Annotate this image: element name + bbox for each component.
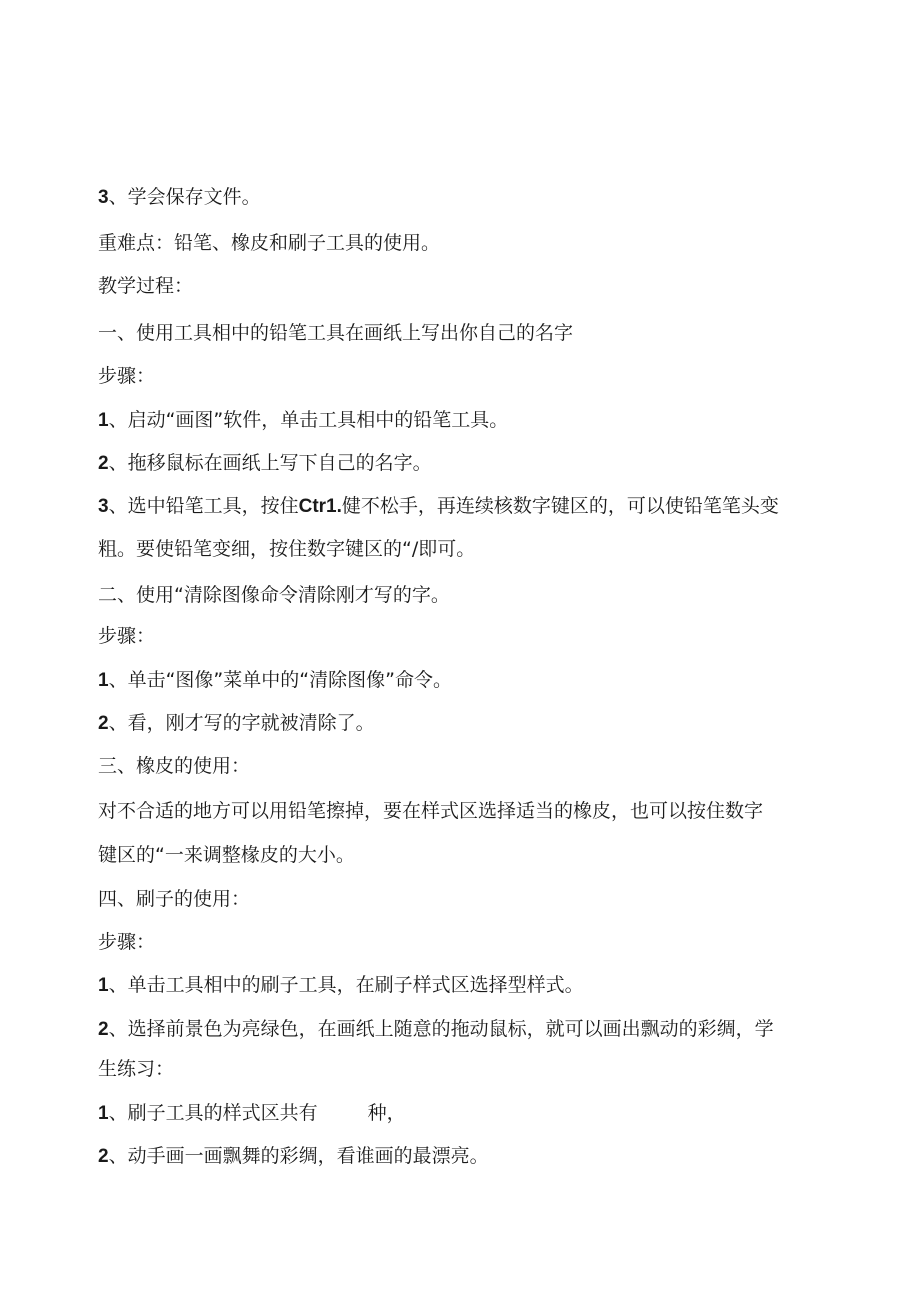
objective-3: 3、学会保存文件。	[98, 186, 261, 208]
section-3-heading: 三、橡皮的使用：	[98, 755, 251, 777]
exercise-1: 1、刷子工具的样式区共有 种，	[98, 1102, 406, 1124]
section-1-step-2: 2、拖移鼠标在画纸上写下自己的名字。	[98, 452, 432, 474]
section-1-step-3-cont: 粗。要使铅笔变细，按住数字键区的“/即可。	[98, 538, 476, 560]
section-3-body: 对不合适的地方可以用铅笔擦掉，要在样式区选择适当的橡皮，也可以按住数字	[98, 800, 764, 822]
section-4-heading: 四、刷子的使用：	[98, 888, 251, 910]
exercise-2: 2、动手画一画飘舞的彩绸，看谁画的最漂亮。	[98, 1145, 489, 1167]
section-4-step-1: 1、单击工具相中的刷子工具，在刷子样式区选择型样式。	[98, 974, 584, 996]
steps-label-3: 步骤：	[98, 931, 156, 953]
section-4-step-2: 2、选择前景色为亮绿色，在画纸上随意的拖动鼠标，就可以画出飘动的彩绸，学	[98, 1018, 774, 1040]
steps-label-2: 步骤：	[98, 625, 156, 647]
key-difficulty: 重难点：铅笔、橡皮和刷子工具的使用。	[98, 232, 441, 254]
section-2-step-2: 2、看，刚才写的字就被清除了。	[98, 712, 375, 734]
section-1-heading: 一、使用工具相中的铅笔工具在画纸上写出你自己的名字	[98, 322, 574, 344]
steps-label-1: 步骤：	[98, 365, 156, 387]
section-3-body-cont: 键区的“一来调整椽皮的大小。	[98, 844, 355, 866]
section-4-step-2-cont: 生练习：	[98, 1058, 175, 1080]
section-1-step-1: 1、启动“画图”软件，单击工具相中的铅笔工具。	[98, 409, 509, 431]
section-1-step-3: 3、选中铅笔工具，按住Ctr1.健不松手，再连续核数字键区的，可以使铅笔笔头变	[98, 495, 779, 517]
section-2-heading: 二、使用“清除图像命令清除刚才写的字。	[98, 584, 450, 606]
section-2-step-1: 1、单击“图像”菜单中的“清除图像”命令。	[98, 669, 452, 691]
teaching-process-heading: 教学过程：	[98, 275, 194, 297]
